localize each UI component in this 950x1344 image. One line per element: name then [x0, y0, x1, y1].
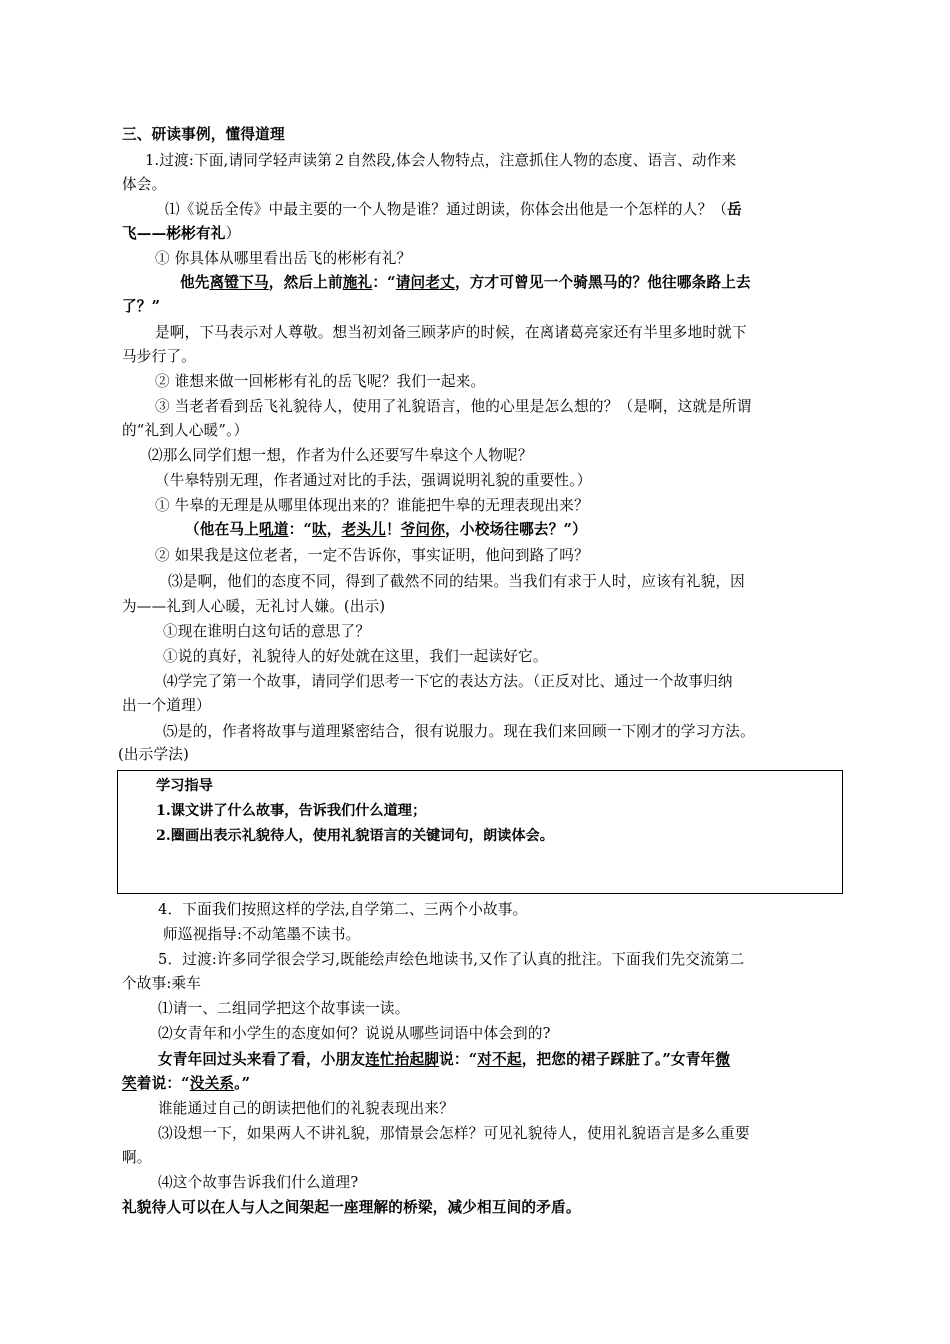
- para-step-3a: ③ 当老者看到岳飞礼貌待人，使用了礼貌语言，他的心里是怎么想的？（是啊，这就是所谓: [155, 398, 752, 415]
- para-transition-1a: 1.过渡:下面,请同学轻声读第２自然段,体会人物特点，注意抓住人物的态度、语言、动作来: [145, 152, 737, 169]
- para-story2-q3a: ⑶设想一下，如果两人不讲礼貌，那情景会怎样？可见礼貌待人，使用礼貌语言是多么重要: [158, 1125, 750, 1142]
- para-story2-moral: 礼貌待人可以在人与人之间架起一座理解的桥梁，减少相互间的矛盾。: [122, 1199, 581, 1216]
- para-comment-1b: 马步行了。: [122, 348, 196, 365]
- para-question-1a: ⑴《说岳全传》中最主要的一个人物是谁？通过朗读，你体会出他是一个怎样的人？（岳: [165, 201, 742, 218]
- study-guide-box: [117, 770, 843, 894]
- para-story2-q4: ⑷这个故事告诉我们什么道理?: [158, 1174, 359, 1191]
- para-method-4b: 出一个道理）: [122, 697, 211, 714]
- para-teacher-guide: 师巡视指导:不动笔墨不读书。: [163, 926, 361, 943]
- para-summary-3c: ①现在谁明白这句话的意思了？: [163, 623, 371, 640]
- para-transition-5b: 个故事:乘车: [122, 975, 202, 992]
- para-summary-3d: ①说的真好，礼貌待人的好处就在这里，我们一起读好它。: [163, 648, 548, 665]
- para-story2-q3b: 啊。: [122, 1149, 152, 1166]
- para-question-1b: 飞——彬彬有礼）: [122, 225, 241, 242]
- quote-bus-2: 笑着说：“没关系。”: [122, 1075, 251, 1092]
- para-step-3b: 的“礼到人心暖”。）: [122, 422, 249, 439]
- para-method-4a: ⑷学完了第一个故事，请同学们思考一下它的表达方法。（正反对比、通过一个故事归纳: [163, 673, 733, 690]
- para-question-2a: ① 牛皋的无理是从哪里体现出来的？谁能把牛皋的无理表现出来？: [155, 497, 589, 514]
- para-story2-read: 谁能通过自己的朗读把他们的礼貌表现出来？: [158, 1100, 454, 1117]
- para-story2-q2: ⑵女青年和小学生的态度如何？说说从哪些词语中体会到的?: [158, 1025, 551, 1042]
- para-comment-1a: 是啊，下马表示对人尊敬。想当初刘备三顾茅庐的时候，在离诸葛亮家还有半里多地时就下: [155, 324, 747, 341]
- para-step-2: ② 谁想来做一回彬彬有礼的岳飞呢？我们一起来。: [155, 373, 486, 390]
- study-guide-item-2: 2.圈画出表示礼貌待人，使用礼貌语言的关键词句，朗读体会。: [156, 828, 554, 844]
- para-review-5a: ⑸是的，作者将故事与道理紧密结合，很有说服力。现在我们来回顾一下刚才的学习方法。: [163, 723, 755, 740]
- para-question-1c: ① 你具体从哪里看出岳飞的彬彬有礼？: [155, 250, 412, 267]
- para-transition-1b: 体会。: [122, 176, 167, 193]
- para-question-2: ⑵那么同学们想一想，作者为什么还要写牛皋这个人物呢？: [148, 447, 533, 464]
- section-title: 三、研读事例，懂得道理: [122, 126, 285, 143]
- quote-yuefei-2: 了？”: [122, 298, 161, 315]
- quote-yuefei-1: 他先离镫下马，然后上前施礼：“请问老丈，方才可曾见一个骑黑马的？他往哪条路上去: [180, 274, 751, 291]
- quote-niugao: （他在马上吼道：“呔，老头儿！爷问你，小校场往哪去？”）: [185, 521, 587, 538]
- study-guide-item-1: 1.课文讲了什么故事，告诉我们什么道理；: [156, 803, 427, 819]
- para-transition-5a: 5．过渡:许多同学很会学习,既能绘声绘色地读书,又作了认真的批注。下面我们先交流第二: [158, 951, 745, 968]
- para-story2-q1: ⑴请一、二组同学把这个故事读一读。: [158, 1000, 410, 1017]
- para-summary-3b: 为——礼到人心暖，无礼讨人嫌。(出示): [122, 598, 386, 615]
- study-guide-title: 学习指导: [156, 778, 213, 794]
- para-review-5b: (出示学法): [118, 746, 189, 763]
- para-summary-3a: ⑶是啊，他们的态度不同，得到了截然不同的结果。当我们有求于人时，应该有礼貌，因: [168, 573, 745, 590]
- para-question-2b: ② 如果我是这位老者，一定不告诉你，事实证明，他问到路了吗？: [155, 547, 589, 564]
- para-step-4: 4．下面我们按照这样的学法,自学第二、三两个小故事。: [158, 901, 528, 918]
- para-answer-2: （牛皋特别无理，作者通过对比的手法，强调说明礼貌的重要性。）: [155, 472, 592, 489]
- quote-bus-1: 女青年回过头来看了看，小朋友连忙抬起脚说：“对不起，把您的裙子踩脏了。”女青年微: [158, 1051, 731, 1068]
